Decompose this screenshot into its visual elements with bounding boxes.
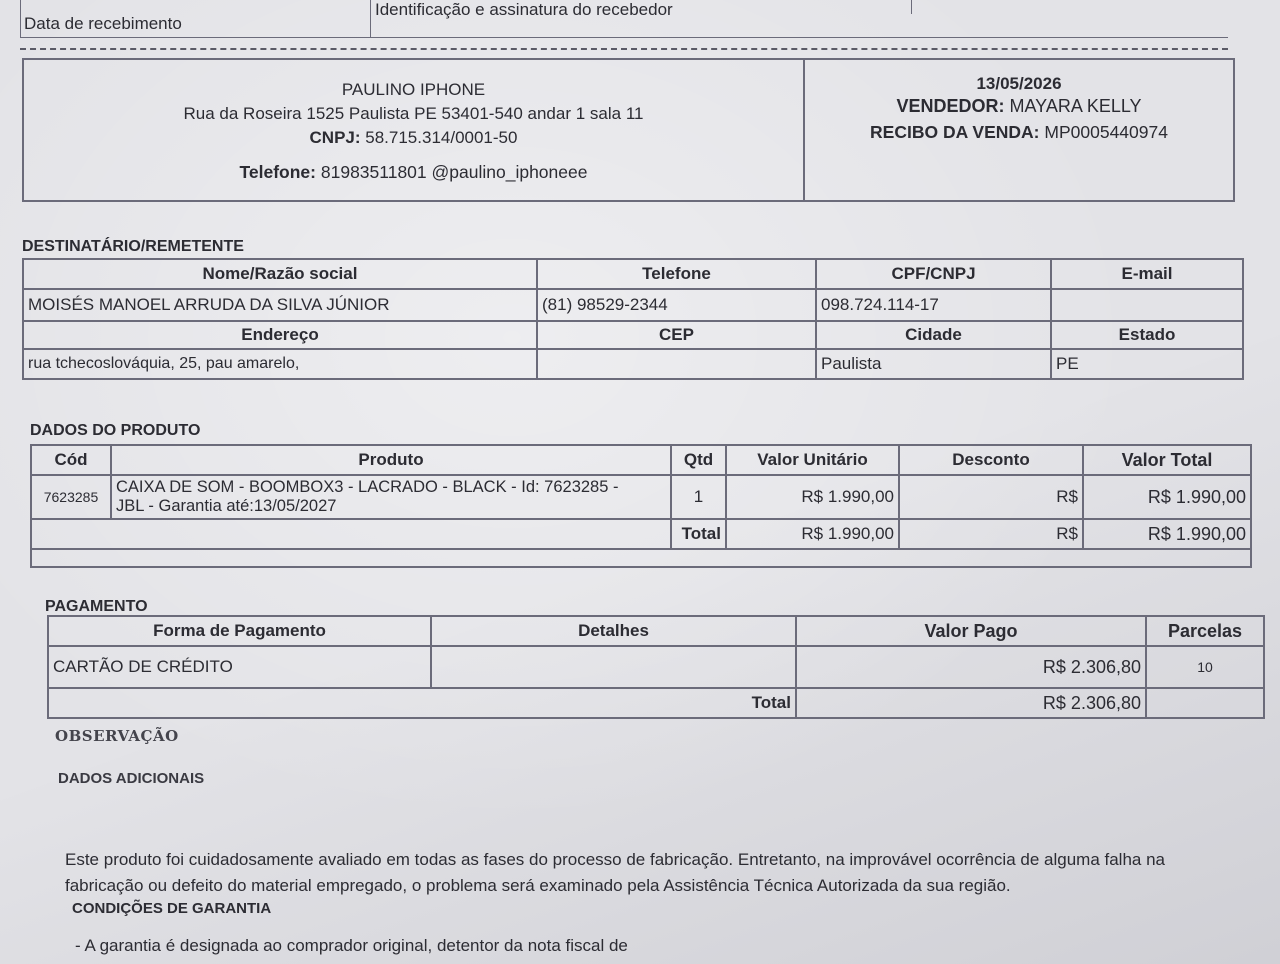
sale-receipt-label: RECIBO DA VENDA: xyxy=(870,122,1040,142)
products-total-value: R$ 1.990,00 xyxy=(1083,519,1251,549)
warranty-conditions-title: CONDIÇÕES DE GARANTIA xyxy=(72,900,272,917)
recipient-zip-value xyxy=(537,349,816,379)
payment-installments-header: Parcelas xyxy=(1146,616,1264,646)
recipient-address-value: rua tchecoslováquia, 25, pau amarelo, xyxy=(23,349,537,379)
recipient-taxid-value: 098.724.114-17 xyxy=(816,289,1051,321)
payment-section-title: PAGAMENTO xyxy=(45,598,148,615)
recipient-name-value: MOISÉS MANOEL ARRUDA DA SILVA JÚNIOR xyxy=(23,289,537,321)
payment-total-label: Total xyxy=(48,688,796,718)
products-total-discount: R$ xyxy=(899,519,1083,549)
recipient-section-title: DESTINATÁRIO/REMETENTE xyxy=(22,238,244,255)
recipient-address-row xyxy=(23,349,1243,379)
product-total: R$ 1.990,00 xyxy=(1083,475,1251,519)
stub-divider xyxy=(911,0,912,14)
cnpj-value: 58.715.314/0001-50 xyxy=(365,128,518,147)
recipient-name-header: Nome/Razão social xyxy=(23,259,537,289)
payment-amount: R$ 2.306,80 xyxy=(796,646,1146,688)
products-total-spacer xyxy=(31,519,671,549)
product-row xyxy=(31,475,1251,519)
receiver-signature-cell xyxy=(371,0,1229,37)
product-description-cell xyxy=(111,475,671,519)
payment-amount-header: Valor Pago xyxy=(796,616,1146,646)
received-date-cell xyxy=(21,0,371,37)
product-code: 7623285 xyxy=(31,475,111,519)
products-footer-spacer xyxy=(31,549,1251,567)
recipient-state-value: PE xyxy=(1051,349,1243,379)
payment-row xyxy=(48,646,1264,688)
products-table xyxy=(30,444,1252,568)
payment-details xyxy=(431,646,796,688)
receipt-stub xyxy=(20,0,1228,38)
recipient-address-header: Endereço xyxy=(23,321,537,349)
product-qty: 1 xyxy=(671,475,726,519)
store-cnpj xyxy=(24,128,803,148)
payment-table xyxy=(47,615,1265,719)
products-header-row xyxy=(31,445,1251,475)
additional-data-title: DADOS ADICIONAIS xyxy=(58,770,205,787)
store-phone xyxy=(24,162,803,183)
payment-header-row xyxy=(48,616,1264,646)
warranty-notice-line-1: Este produto foi cuidadosamente avaliado em todas as fases do processo de fabricação. Entretanto, na improvável ocorrência de alguma falha na xyxy=(65,850,1165,869)
products-total-unit-price: R$ 1.990,00 xyxy=(726,519,899,549)
store-name: PAULINO IPHONE xyxy=(341,80,486,99)
sale-receipt-number: MP0005440974 xyxy=(1044,122,1168,142)
payment-total-amount: R$ 2.306,80 xyxy=(796,688,1146,718)
recipient-email-value xyxy=(1051,289,1243,321)
recipient-state-header: Estado xyxy=(1051,321,1243,349)
product-header: Produto xyxy=(111,445,671,475)
warranty-notice-line-2: fabricação ou defeito do material empregado, o problema será examinado pela Assistência Técnica Autorizada da sua região. xyxy=(65,876,1011,895)
product-description: CAIXA DE SOM - BOOMBOX3 - LACRADO - BLACK - Id: 7623285 - JBL - Garantia até:13/05/2027 xyxy=(116,478,619,515)
warranty-condition-item: - A garantia é designada ao comprador original, detentor da nota fiscal de xyxy=(75,936,628,955)
recipient-value-row xyxy=(23,289,1243,321)
seller-name: MAYARA KELLY xyxy=(1009,96,1142,116)
recipient-city-value: Paulista xyxy=(816,349,1051,379)
product-unit-price: R$ 1.990,00 xyxy=(726,475,899,519)
recipient-table xyxy=(22,258,1244,380)
seller-label: VENDEDOR: xyxy=(896,96,1005,116)
products-total-label: Total xyxy=(671,519,726,549)
recipient-city-header: Cidade xyxy=(816,321,1051,349)
payment-details-header: Detalhes xyxy=(431,616,796,646)
cnpj-label: CNPJ: xyxy=(309,128,361,147)
payment-total-row xyxy=(48,688,1264,718)
recipient-phone-header: Telefone xyxy=(537,259,816,289)
recipient-email-header: E-mail xyxy=(1051,259,1243,289)
observation-title: OBSERVAÇÃO xyxy=(55,727,179,745)
phone-value: 81983511801 xyxy=(320,162,427,182)
receiver-signature-label: Identificação e assinatura do recebedor xyxy=(375,0,673,19)
sale-date: 13/05/2026 xyxy=(976,74,1062,93)
payment-method-header: Forma de Pagamento xyxy=(48,616,431,646)
recipient-header-row xyxy=(23,259,1243,289)
received-date-label: Data de recebimento xyxy=(24,14,182,33)
recipient-taxid-header: CPF/CNPJ xyxy=(816,259,1051,289)
cut-line xyxy=(20,48,1228,50)
payment-method: CARTÃO DE CRÉDITO xyxy=(48,646,431,688)
unit-price-header: Valor Unitário xyxy=(726,445,899,475)
sale-receipt xyxy=(805,122,1233,143)
seller xyxy=(805,96,1233,117)
instagram-handle: @paulino_iphoneee xyxy=(431,162,588,182)
issuer-block xyxy=(24,60,805,200)
products-section-title: DADOS DO PRODUTO xyxy=(30,422,201,439)
sale-block xyxy=(805,60,1233,200)
recipient-phone-value: (81) 98529-2344 xyxy=(537,289,816,321)
product-discount: R$ xyxy=(899,475,1083,519)
payment-installments: 10 xyxy=(1146,646,1264,688)
payment-total-installments xyxy=(1146,688,1264,718)
recipient-zip-header: CEP xyxy=(537,321,816,349)
products-footer-row xyxy=(31,549,1251,567)
store-address: Rua da Roseira 1525 Paulista PE 53401-540 andar 1 sala 11 xyxy=(183,104,644,123)
total-header: Valor Total xyxy=(1083,445,1251,475)
discount-header: Desconto xyxy=(899,445,1083,475)
phone-label: Telefone: xyxy=(239,162,316,182)
products-total-row xyxy=(31,519,1251,549)
issuer-header-box xyxy=(22,58,1235,202)
code-header: Cód xyxy=(31,445,111,475)
qty-header: Qtd xyxy=(671,445,726,475)
recipient-address-header-row xyxy=(23,321,1243,349)
